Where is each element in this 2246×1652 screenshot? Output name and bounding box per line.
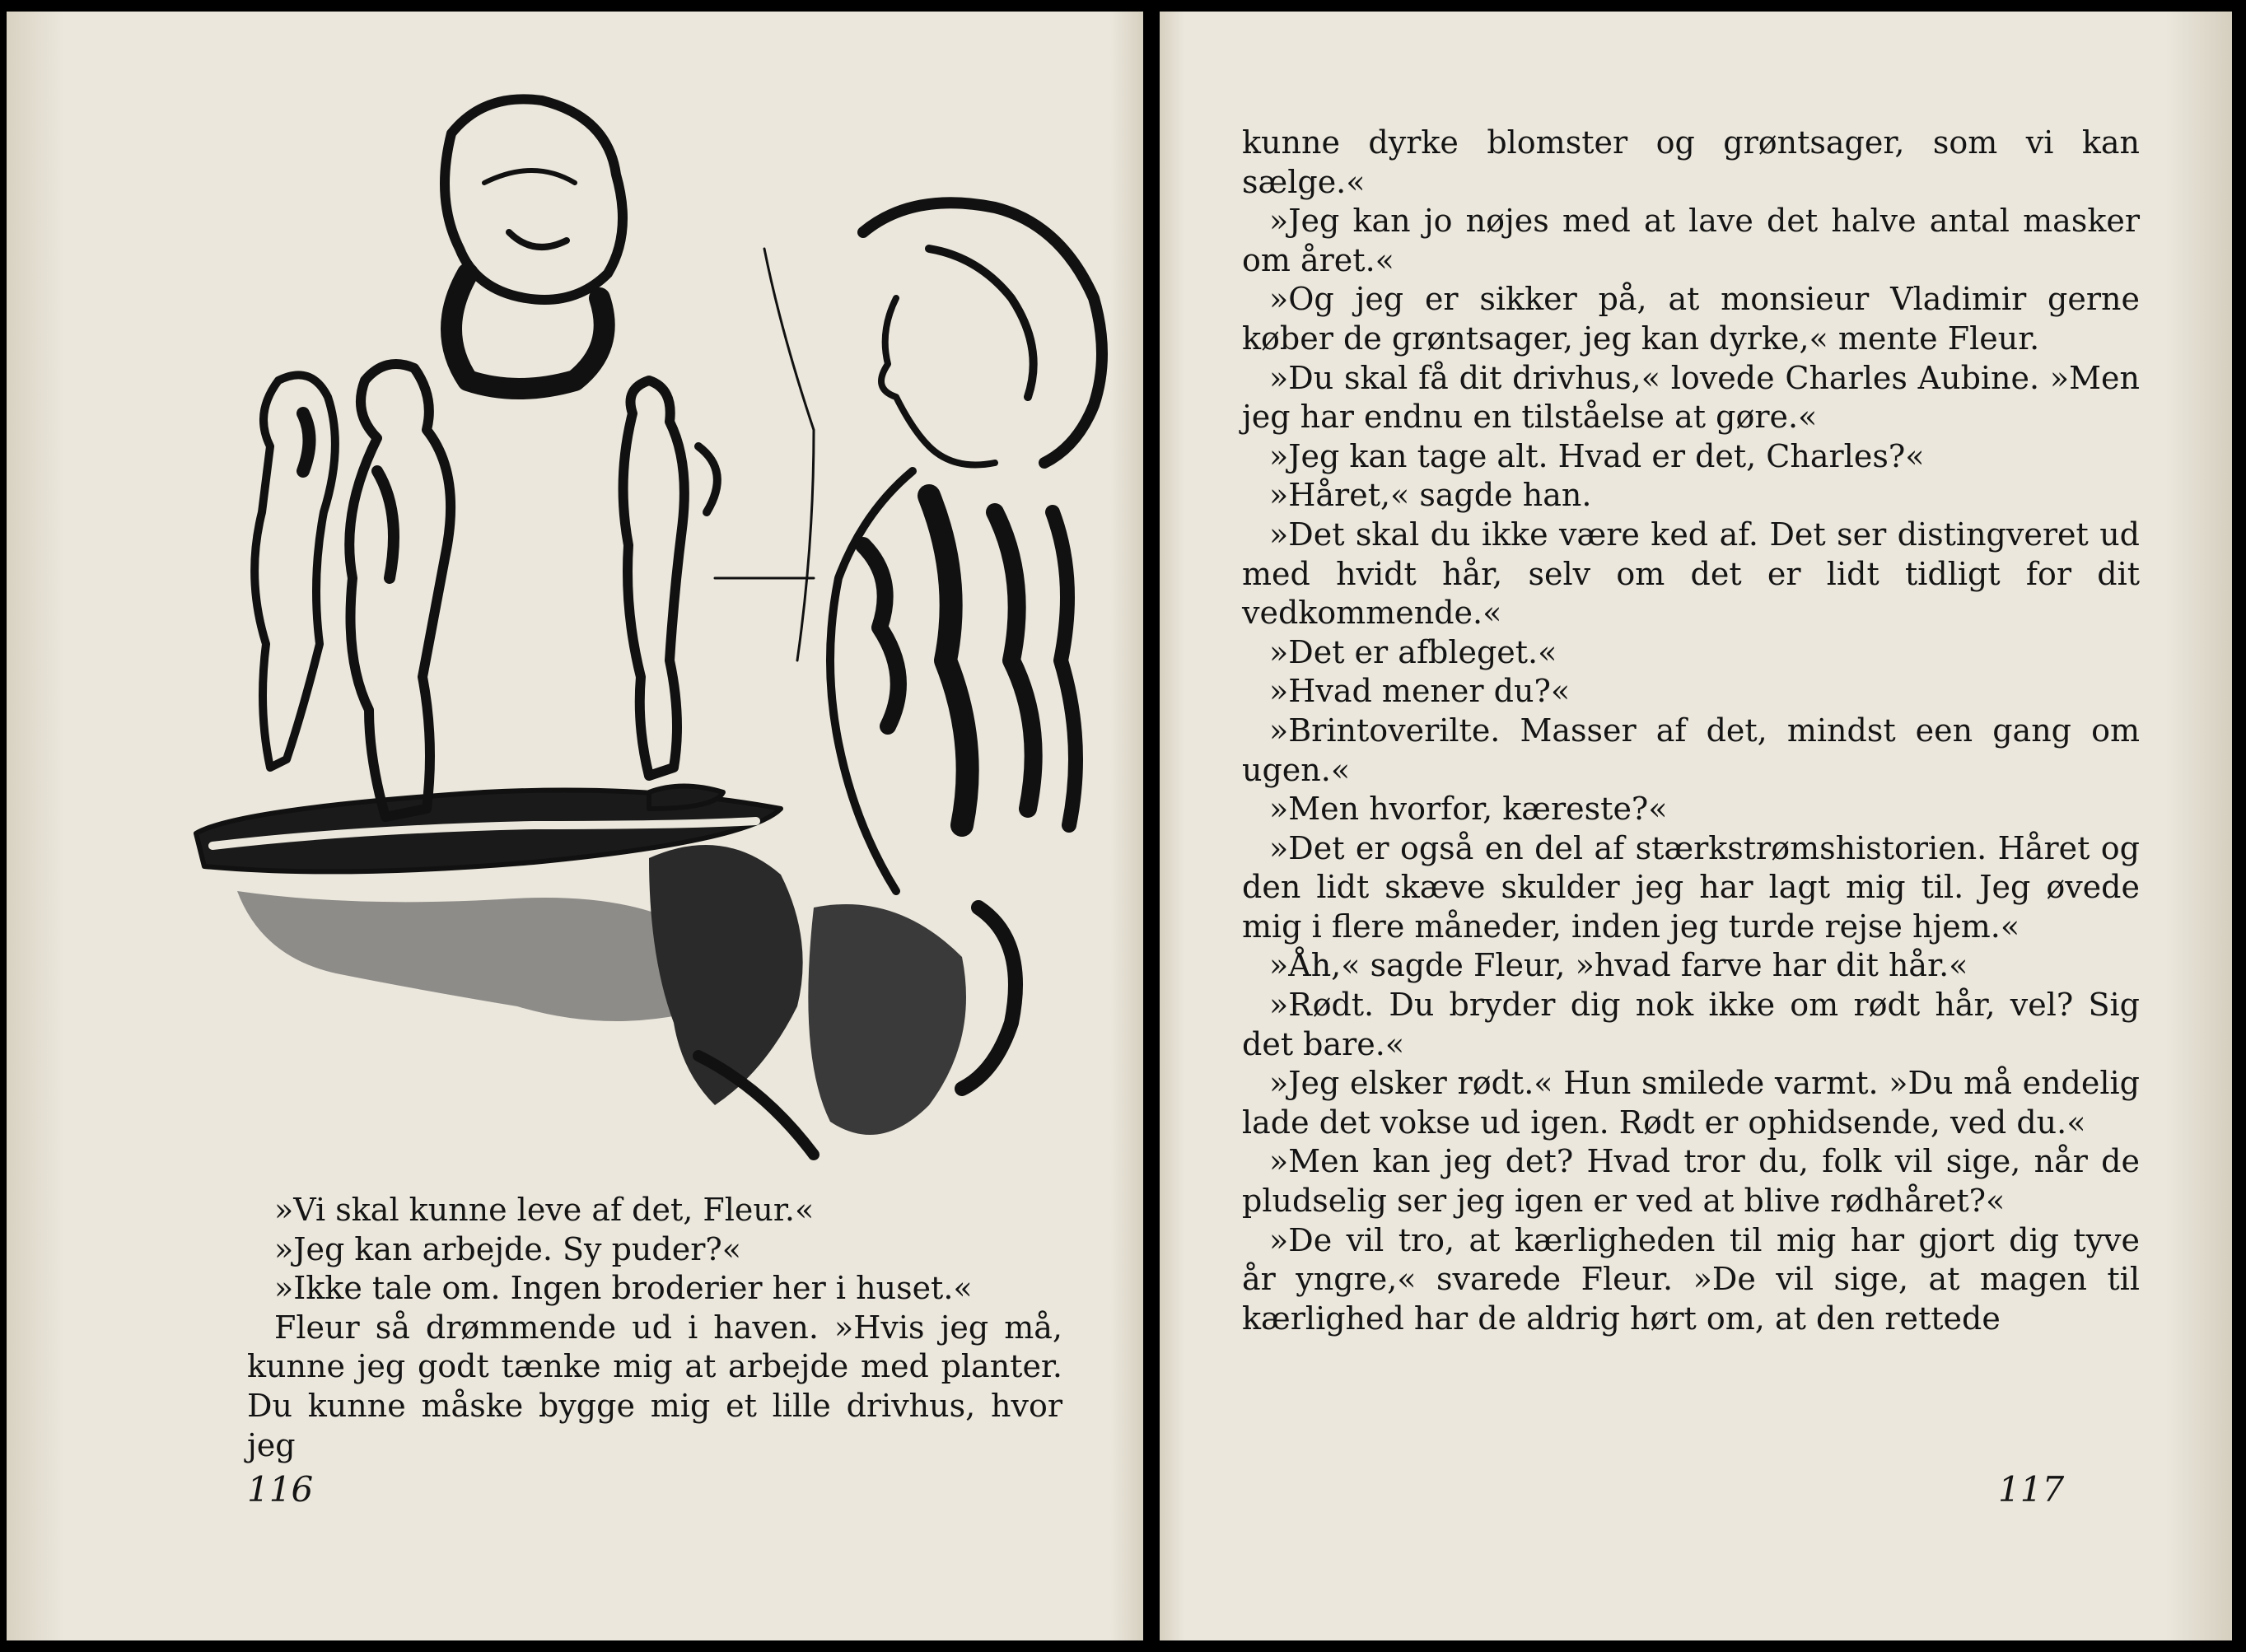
left-page	[7, 12, 1143, 1640]
paragraph: »Åh,« sagde Fleur, »hvad farve har dit hår.«	[1269, 947, 1968, 984]
right-page-text	[1242, 124, 2140, 1338]
paragraph: »Ikke tale om. Ingen broderier her i huset.«	[274, 1270, 973, 1307]
gutter-shadow	[1160, 12, 1184, 1640]
paragraph: »Hvad mener du?«	[1269, 673, 1571, 710]
right-page	[1160, 12, 2232, 1640]
paragraph: »Jeg kan arbejde. Sy puder?«	[274, 1230, 741, 1267]
paragraph: »Og jeg er sikker på, at monsieur Vladimir gerne køber de grøntsager, jeg kan dyrke,« mente Fleur.	[1242, 281, 2140, 357]
paragraph: »Jeg kan jo nøjes med at lave det halve antal masker om året.«	[1242, 203, 2140, 278]
paragraph: »Jeg kan tage alt. Hvad er det, Charles?«	[1269, 437, 1925, 474]
left-page-text	[247, 1191, 1062, 1465]
paragraph: »Det er også en del af stærkstrømshistorien. Håret og den lidt skæve skulder jeg har lagt mig til. Jeg øvede mig i flere måneder, inden jeg turde rejse hjem.«	[1242, 829, 2140, 945]
page-edge-shade	[7, 12, 64, 1640]
page-number: 117	[1998, 1469, 2065, 1510]
ink-illustration	[188, 84, 1143, 1188]
paragraph: kunne dyrke blomster og grøntsager, som vi kan sælge.«	[1242, 124, 2140, 200]
paragraph: Fleur så drømmende ud i haven. »Hvis jeg må, kunne jeg godt tænke mig at arbejde med planter. Du kunne måske bygge mig et lille drivhus, hvor jeg	[247, 1309, 1062, 1463]
page-number: 116	[247, 1469, 314, 1510]
paragraph: »Vi skal kunne leve af det, Fleur.«	[274, 1192, 815, 1228]
paragraph: »Håret,« sagde han.	[1269, 477, 1592, 514]
paragraph: »Du skal få dit drivhus,« lovede Charles Aubine. »Men jeg har endnu en tilståelse at gøre.«	[1242, 359, 2140, 436]
paragraph: »Men kan jeg det? Hvad tror du, folk vil sige, når de pludselig ser jeg igen er ved at blive rødhåret?«	[1242, 1143, 2140, 1220]
paragraph: »Rødt. Du bryder dig nok ikke om rødt hår, vel? Sig det bare.«	[1242, 987, 2140, 1062]
page-edge-shade	[2166, 12, 2232, 1640]
paragraph: »Det skal du ikke være ked af. Det ser distingveret ud med hvidt hår, selv om det er lidt tidligt for dit vedkommende.«	[1242, 516, 2140, 632]
paragraph: »Brintoverilte. Masser af det, mindst een gang om ugen.«	[1242, 712, 2140, 788]
paragraph: »Jeg elsker rødt.« Hun smilede varmt. »Du må endelig lade det vokse ud igen. Rødt er ophidsende, ved du.«	[1242, 1065, 2140, 1141]
paragraph: »Men hvorfor, kæreste?«	[1269, 791, 1668, 828]
paragraph: »Det er afbleget.«	[1269, 633, 1557, 670]
paragraph: »De vil tro, at kærligheden til mig har gjort dig tyve år yngre,« svarede Fleur. »De vil sige, at magen til kærlighed har de aldrig hørt om, at den rettede	[1242, 1221, 2140, 1337]
